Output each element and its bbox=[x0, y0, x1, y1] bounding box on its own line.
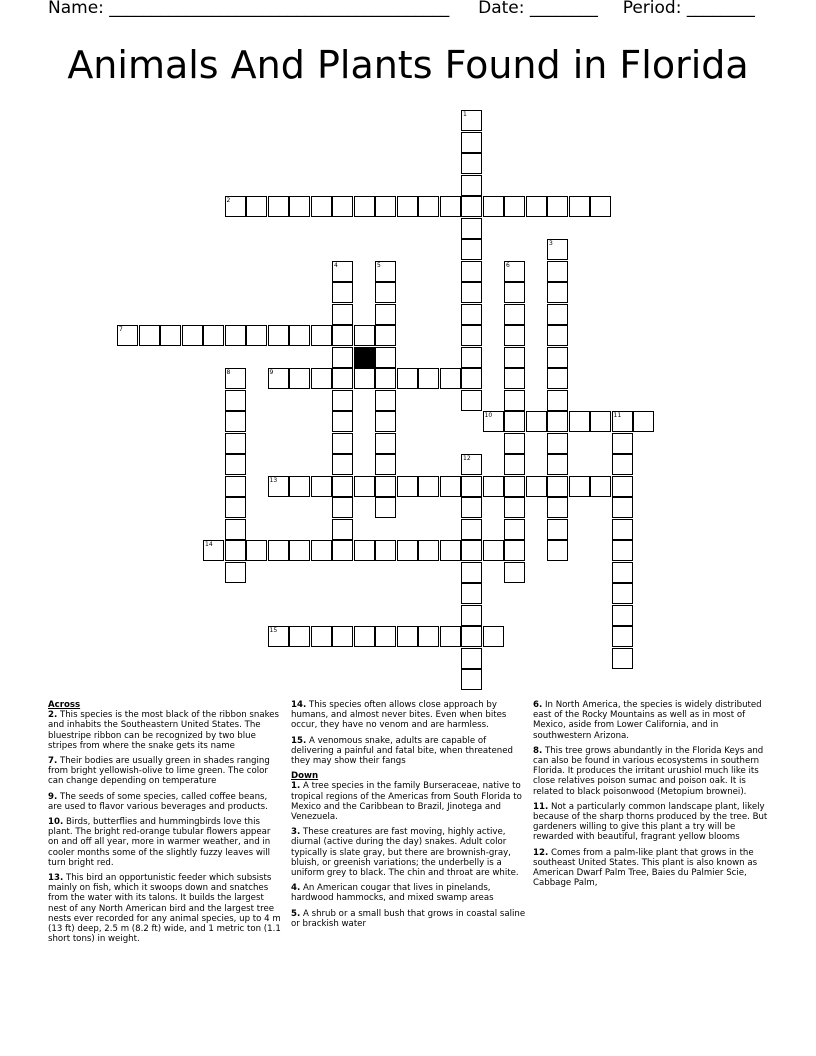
grid-cell[interactable] bbox=[504, 497, 525, 518]
grid-cell[interactable] bbox=[504, 519, 525, 540]
grid-cell[interactable] bbox=[590, 476, 611, 497]
grid-cell[interactable] bbox=[332, 497, 353, 518]
grid-cell[interactable] bbox=[375, 411, 396, 432]
grid-cell[interactable] bbox=[461, 519, 482, 540]
grid-cell[interactable] bbox=[483, 411, 504, 432]
grid-cell[interactable] bbox=[504, 390, 525, 411]
grid-cell[interactable] bbox=[375, 433, 396, 454]
clue-text: The seeds of some species, called coffee beans, are used to flavor various beverages and products. bbox=[48, 791, 268, 812]
grid-cell[interactable] bbox=[547, 347, 568, 368]
grid-cell[interactable] bbox=[332, 368, 353, 389]
grid-cell[interactable] bbox=[569, 411, 590, 432]
down-clue bbox=[533, 746, 769, 797]
grid-cell[interactable] bbox=[117, 325, 138, 346]
grid-cell[interactable] bbox=[547, 411, 568, 432]
clue-text: Their bodies are usually green in shades ranging from bright yellowish-olive to lime green. The color can change depending on temperature bbox=[48, 756, 270, 787]
grid-cell[interactable] bbox=[311, 196, 332, 217]
clue-number-3: 3 bbox=[549, 240, 553, 247]
clues-column-1 bbox=[48, 700, 283, 949]
grid-cell[interactable] bbox=[311, 540, 332, 561]
grid-cell[interactable] bbox=[332, 347, 353, 368]
down-clue bbox=[291, 909, 527, 929]
grid-cell[interactable] bbox=[397, 196, 418, 217]
grid-cell[interactable] bbox=[612, 648, 633, 669]
grid-cell[interactable] bbox=[612, 626, 633, 647]
grid-cell[interactable] bbox=[354, 540, 375, 561]
grid-cell[interactable] bbox=[461, 304, 482, 325]
grid-cell[interactable] bbox=[504, 540, 525, 561]
grid-cell[interactable] bbox=[569, 196, 590, 217]
clue-text: These creatures are fast moving, highly active, diurnal (active during the day) snakes. Adult color typically is slate gray, but there are brownish-gray, bluish, or greenish variations; the underbelly is a uniform grey to black. The chin and throat are white. bbox=[291, 827, 519, 879]
clue-number: 7. bbox=[48, 756, 58, 767]
clue-text: This species is the most black of the ribbon snakes and inhabits the Southeastern United States. The bluestripe ribbon can be recognized by two blue stripes from where the snake gets its name bbox=[48, 710, 280, 751]
grid-cell[interactable] bbox=[547, 325, 568, 346]
across-clue bbox=[291, 736, 527, 767]
grid-cell[interactable] bbox=[547, 433, 568, 454]
clue-number: 9. bbox=[48, 791, 58, 802]
grid-cell[interactable] bbox=[547, 476, 568, 497]
grid-cell[interactable] bbox=[375, 626, 396, 647]
grid-cell[interactable] bbox=[203, 540, 224, 561]
grid-cell[interactable] bbox=[289, 196, 310, 217]
across-clue bbox=[48, 817, 283, 868]
clues-column-3 bbox=[533, 700, 769, 893]
grid-cell[interactable] bbox=[483, 476, 504, 497]
grid-cell[interactable] bbox=[440, 540, 461, 561]
clue-number-11: 11 bbox=[613, 412, 622, 419]
grid-cell[interactable] bbox=[203, 325, 224, 346]
grid-cell[interactable] bbox=[311, 476, 332, 497]
grid-cell[interactable] bbox=[461, 605, 482, 626]
grid-cell[interactable] bbox=[504, 454, 525, 475]
grid-cell[interactable] bbox=[483, 626, 504, 647]
grid-cell[interactable] bbox=[332, 454, 353, 475]
grid-cell[interactable] bbox=[375, 476, 396, 497]
grid-cell[interactable] bbox=[590, 411, 611, 432]
grid-cell[interactable] bbox=[504, 476, 525, 497]
grid-cell[interactable] bbox=[547, 368, 568, 389]
grid-cell[interactable] bbox=[375, 390, 396, 411]
clue-number: 15. bbox=[291, 735, 307, 746]
grid-cell[interactable] bbox=[354, 626, 375, 647]
across-clue bbox=[48, 792, 283, 812]
grid-cell[interactable] bbox=[289, 476, 310, 497]
grid-cell[interactable] bbox=[526, 196, 547, 217]
grid-cell[interactable] bbox=[461, 282, 482, 303]
grid-cell[interactable] bbox=[418, 626, 439, 647]
grid-cell[interactable] bbox=[375, 368, 396, 389]
grid-cell[interactable] bbox=[590, 196, 611, 217]
grid-cell[interactable] bbox=[332, 261, 353, 282]
grid-cell[interactable] bbox=[461, 669, 482, 690]
grid-cell[interactable] bbox=[268, 368, 289, 389]
down-clue bbox=[291, 883, 527, 903]
grid-cell[interactable] bbox=[225, 476, 246, 497]
grid-cell[interactable] bbox=[612, 433, 633, 454]
grid-cell[interactable] bbox=[397, 368, 418, 389]
grid-cell[interactable] bbox=[225, 433, 246, 454]
down-heading: Down bbox=[291, 771, 319, 782]
across-clue bbox=[48, 710, 283, 751]
grid-cell[interactable] bbox=[547, 282, 568, 303]
grid-cell[interactable] bbox=[461, 390, 482, 411]
grid-cell[interactable] bbox=[461, 175, 482, 196]
grid-cell[interactable] bbox=[461, 368, 482, 389]
grid-cell[interactable] bbox=[225, 390, 246, 411]
grid-cell[interactable] bbox=[461, 540, 482, 561]
grid-cell[interactable] bbox=[504, 347, 525, 368]
grid-cell[interactable] bbox=[160, 325, 181, 346]
clue-number-13: 13 bbox=[269, 476, 278, 484]
grid-cell[interactable] bbox=[547, 497, 568, 518]
grid-cell[interactable] bbox=[612, 411, 633, 432]
grid-cell[interactable] bbox=[461, 218, 482, 239]
grid-cell[interactable] bbox=[332, 519, 353, 540]
grid-cell[interactable] bbox=[547, 261, 568, 282]
grid-cell[interactable] bbox=[461, 239, 482, 260]
grid-cell[interactable] bbox=[332, 540, 353, 561]
grid-cell[interactable] bbox=[461, 476, 482, 497]
grid-cell[interactable] bbox=[504, 562, 525, 583]
grid-cell[interactable] bbox=[461, 562, 482, 583]
grid-cell[interactable] bbox=[418, 196, 439, 217]
grid-cell[interactable] bbox=[375, 347, 396, 368]
grid-cell[interactable] bbox=[225, 519, 246, 540]
grid-cell[interactable] bbox=[504, 304, 525, 325]
clues-column-2 bbox=[291, 700, 527, 934]
grid-cell[interactable] bbox=[268, 540, 289, 561]
grid-cell[interactable] bbox=[225, 454, 246, 475]
grid-cell[interactable] bbox=[375, 282, 396, 303]
grid-cell[interactable] bbox=[547, 239, 568, 260]
grid-cell[interactable] bbox=[225, 540, 246, 561]
clue-number-5: 5 bbox=[377, 261, 381, 269]
clue-number: 5. bbox=[291, 908, 301, 919]
grid-cell[interactable] bbox=[289, 368, 310, 389]
grid-cell[interactable] bbox=[354, 368, 375, 389]
grid-cell[interactable] bbox=[461, 196, 482, 217]
clue-number-12: 12 bbox=[463, 455, 471, 462]
clue-number: 13. bbox=[48, 873, 64, 884]
grid-cell[interactable] bbox=[440, 626, 461, 647]
clue-number: 4. bbox=[291, 883, 301, 894]
clue-number-2: 2 bbox=[226, 197, 231, 204]
grid-cell[interactable] bbox=[612, 454, 633, 475]
grid-cell[interactable] bbox=[612, 497, 633, 518]
grid-cell[interactable] bbox=[289, 325, 310, 346]
grid-cell[interactable] bbox=[461, 347, 482, 368]
grid-cell[interactable] bbox=[547, 519, 568, 540]
grid-cell[interactable] bbox=[225, 368, 246, 389]
clue-number-10: 10 bbox=[484, 412, 493, 419]
grid-cell[interactable] bbox=[612, 605, 633, 626]
grid-cell[interactable] bbox=[332, 325, 353, 346]
grid-cell[interactable] bbox=[246, 325, 267, 346]
grid-cell[interactable] bbox=[569, 476, 590, 497]
grid-cell[interactable] bbox=[612, 476, 633, 497]
puzzle-title: Animals And Plants Found in Florida bbox=[67, 43, 749, 87]
grid-cell[interactable] bbox=[332, 433, 353, 454]
grid-cell[interactable] bbox=[504, 411, 525, 432]
clue-text: This bird an opportunistic feeder which subsists mainly on fish, which it swoops down and snatches from the water with its talons. It builds the largest nest of any North American bird and the largest tree nests ever recorded for any animal species, up to 4 m (13 ft) deep, 2.5 m (8.2 ft) wide, and 1 metric ton (1.1 short tons) in weight. bbox=[48, 873, 281, 945]
grid-cell[interactable] bbox=[375, 497, 396, 518]
clue-number-4: 4 bbox=[334, 261, 338, 269]
grid-cell[interactable] bbox=[461, 132, 482, 153]
grid-cell[interactable] bbox=[633, 411, 654, 432]
across-clue bbox=[48, 873, 283, 944]
grid-cell[interactable] bbox=[354, 196, 375, 217]
clue-number: 1. bbox=[291, 781, 301, 792]
grid-cell[interactable] bbox=[504, 433, 525, 454]
grid-cell[interactable] bbox=[504, 261, 525, 282]
grid-cell[interactable] bbox=[461, 626, 482, 647]
grid-cell[interactable] bbox=[289, 540, 310, 561]
clue-text: Not a particularly common landscape plant, likely because of the sharp thorns produced by the tree. But gardeners willing to give this plant a try will be rewarded with beautiful, fragrant yellow blooms bbox=[533, 801, 768, 843]
grid-cell[interactable] bbox=[332, 411, 353, 432]
grid-cell[interactable] bbox=[397, 540, 418, 561]
across-clue bbox=[291, 700, 527, 731]
grid-cell[interactable] bbox=[225, 497, 246, 518]
grid-cell[interactable] bbox=[375, 261, 396, 282]
grid-cell[interactable] bbox=[375, 540, 396, 561]
clue-number-15: 15 bbox=[269, 627, 278, 634]
grid-cell[interactable] bbox=[418, 476, 439, 497]
grid-cell[interactable] bbox=[547, 304, 568, 325]
clue-number-8: 8 bbox=[226, 369, 231, 376]
grid-cell[interactable] bbox=[225, 196, 246, 217]
clue-text: A shrub or a small bush that grows in coastal saline or brackish water bbox=[291, 908, 526, 929]
grid-cell[interactable] bbox=[547, 390, 568, 411]
grid-cell[interactable] bbox=[332, 282, 353, 303]
grid-cell[interactable] bbox=[440, 476, 461, 497]
down-clue bbox=[291, 827, 527, 878]
grid-cell[interactable] bbox=[225, 411, 246, 432]
grid-cell[interactable] bbox=[547, 196, 568, 217]
clue-number: 2. bbox=[48, 710, 58, 721]
clue-text: Birds, butterflies and hummingbirds love this plant. The bright red-orange tubular flowers appear on and off all year, more in warmer weather, and in cooler months some of the slightly fuzzy leaves will turn bright red. bbox=[48, 817, 271, 868]
grid-cell[interactable] bbox=[547, 540, 568, 561]
grid-cell[interactable] bbox=[375, 454, 396, 475]
clue-text: An American cougar that lives in pinelands, hardwood hammocks, and mixed swamp areas bbox=[291, 883, 494, 904]
clue-number: 11. bbox=[533, 801, 549, 812]
grid-cell[interactable] bbox=[504, 325, 525, 346]
grid-cell[interactable] bbox=[268, 626, 289, 647]
grid-cell[interactable] bbox=[268, 325, 289, 346]
grid-cell[interactable] bbox=[375, 196, 396, 217]
grid-block-cell bbox=[354, 347, 375, 368]
clue-number-9: 9 bbox=[269, 369, 274, 376]
grid-cell[interactable] bbox=[547, 454, 568, 475]
grid-cell[interactable] bbox=[483, 196, 504, 217]
grid-cell[interactable] bbox=[612, 540, 633, 561]
clue-number-7: 7 bbox=[119, 326, 123, 333]
grid-cell[interactable] bbox=[182, 325, 203, 346]
clue-number-14: 14 bbox=[205, 541, 213, 548]
clue-text: This species often allows close approach by humans, and almost never bites. Even when bites occur, they have no venom and are harmless. bbox=[291, 700, 507, 731]
grid-cell[interactable] bbox=[246, 196, 267, 217]
grid-cell[interactable] bbox=[612, 519, 633, 540]
grid-cell[interactable] bbox=[354, 476, 375, 497]
grid-cell[interactable] bbox=[461, 325, 482, 346]
clue-text: A venomous snake, adults are capable of delivering a painful and fatal bite, when threatened they may show their fangs bbox=[291, 735, 513, 767]
clue-number: 6. bbox=[533, 700, 543, 710]
down-clue bbox=[533, 802, 769, 843]
clue-number-6: 6 bbox=[506, 261, 510, 269]
clue-text: A tree species in the family Burseraceae, native to tropical regions of the Americas from South Florida to Mexico and the Caribbean to Brazil, Jinotega and Venezuela. bbox=[291, 781, 522, 823]
grid-cell[interactable] bbox=[526, 476, 547, 497]
clue-number-1: 1 bbox=[463, 111, 467, 118]
grid-cell[interactable] bbox=[504, 282, 525, 303]
grid-cell[interactable] bbox=[461, 497, 482, 518]
grid-cell[interactable] bbox=[332, 390, 353, 411]
across-heading: Across bbox=[48, 700, 81, 710]
clue-text: In North America, the species is widely distributed east of the Rocky Mountains as well as in most of Mexico, aside from Lower California, and in southwestern Arizona. bbox=[533, 700, 762, 741]
grid-cell[interactable] bbox=[461, 454, 482, 475]
clue-number: 12. bbox=[533, 847, 549, 858]
grid-cell[interactable] bbox=[418, 368, 439, 389]
grid-cell[interactable] bbox=[289, 626, 310, 647]
grid-cell[interactable] bbox=[311, 368, 332, 389]
clue-number: 14. bbox=[291, 700, 307, 710]
grid-cell[interactable] bbox=[397, 476, 418, 497]
grid-cell[interactable] bbox=[311, 325, 332, 346]
clue-text: Comes from a palm-like plant that grows in the southeast United States. This plant is also known as American Dwarf Palm Tree, Baies du Palmier Scie, Cabbage Palm, bbox=[533, 847, 758, 889]
grid-cell[interactable] bbox=[332, 304, 353, 325]
grid-cell[interactable] bbox=[225, 562, 246, 583]
grid-cell[interactable] bbox=[375, 325, 396, 346]
grid-cell[interactable] bbox=[504, 196, 525, 217]
grid-cell[interactable] bbox=[461, 110, 482, 131]
grid-cell[interactable] bbox=[418, 540, 439, 561]
down-clue bbox=[533, 700, 769, 741]
down-clue bbox=[291, 781, 527, 822]
grid-cell[interactable] bbox=[612, 583, 633, 604]
date-line[interactable]: Date: ________ bbox=[478, 0, 598, 18]
grid-cell[interactable] bbox=[461, 261, 482, 282]
grid-cell[interactable] bbox=[504, 368, 525, 389]
grid-cell[interactable] bbox=[526, 411, 547, 432]
grid-cell[interactable] bbox=[332, 626, 353, 647]
clue-number: 3. bbox=[291, 827, 301, 838]
grid-cell[interactable] bbox=[268, 476, 289, 497]
down-clue bbox=[533, 848, 769, 889]
grid-cell[interactable] bbox=[311, 626, 332, 647]
grid-cell[interactable] bbox=[354, 325, 375, 346]
grid-cell[interactable] bbox=[225, 325, 246, 346]
grid-cell[interactable] bbox=[139, 325, 160, 346]
grid-cell[interactable] bbox=[461, 153, 482, 174]
clue-text: This tree grows abundantly in the Florida Keys and can also be found in various ecosystems in southern Florida. It produces the irritant urushiol much like its close relatives poison sumac and poison oak. It is related to black poisonwood (Metopium brownei). bbox=[533, 745, 764, 797]
period-line[interactable]: Period: ________ bbox=[622, 0, 755, 18]
grid-cell[interactable] bbox=[440, 368, 461, 389]
grid-cell[interactable] bbox=[375, 304, 396, 325]
across-clue bbox=[48, 756, 283, 787]
name-line[interactable]: Name: ________________________________________ bbox=[48, 0, 450, 18]
grid-cell[interactable] bbox=[612, 562, 633, 583]
grid-cell[interactable] bbox=[332, 476, 353, 497]
grid-cell[interactable] bbox=[268, 196, 289, 217]
grid-cell[interactable] bbox=[440, 196, 461, 217]
clue-number: 8. bbox=[533, 745, 543, 756]
grid-cell[interactable] bbox=[332, 196, 353, 217]
grid-cell[interactable] bbox=[461, 648, 482, 669]
grid-cell[interactable] bbox=[483, 540, 504, 561]
grid-cell[interactable] bbox=[246, 540, 267, 561]
grid-cell[interactable] bbox=[461, 583, 482, 604]
clue-number: 10. bbox=[48, 817, 64, 828]
grid-cell[interactable] bbox=[397, 626, 418, 647]
